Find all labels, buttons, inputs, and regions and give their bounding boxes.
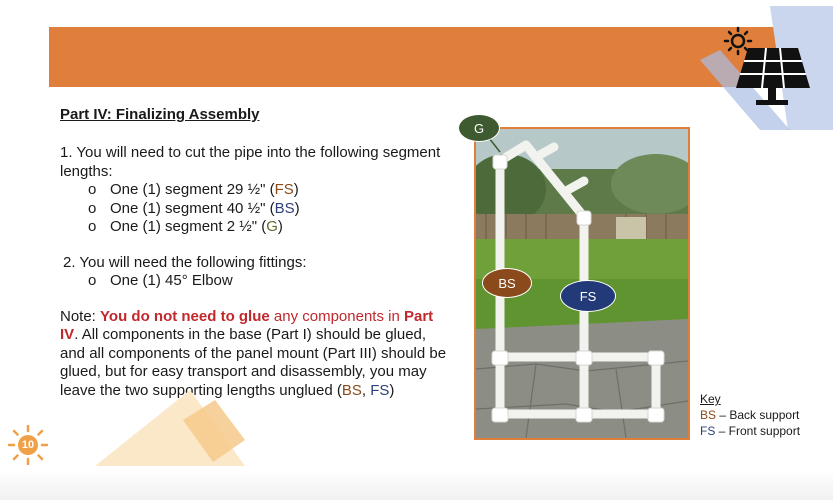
decorative-triangles — [95, 380, 255, 470]
key-title: Key — [700, 392, 721, 406]
step1-item: o One (1) segment 29 ½" (FS) — [88, 181, 299, 198]
page-title: Part IV: Finalizing Assembly — [60, 106, 260, 123]
note-paragraph: Note: You do not need to glue any components in Part IV. All components in the base (Part I) should be glued, and all components of the panel mount (Part III) should be glued, but for easy transport and disassembly, you may leave the two supporting lengths unglued (BS, FS) — [60, 307, 447, 399]
step2-lead: 2. You will need the following fittings: — [63, 253, 307, 271]
step2-item: o One (1) 45° Elbow — [88, 272, 233, 289]
legend-key — [700, 391, 800, 439]
photo-label-bs: BS — [482, 268, 532, 298]
step1-item: o One (1) segment 2 ½" (G) — [88, 218, 283, 235]
photo-label-g: G — [458, 114, 500, 142]
bottom-edge — [0, 470, 833, 500]
page-number: 10 — [21, 439, 35, 451]
photo-label-fs: FS — [560, 280, 616, 312]
step1-item: o One (1) segment 40 ½" (BS) — [88, 199, 300, 217]
step1-lead: 1. You will need to cut the pipe into the following segment lengths: — [60, 144, 441, 180]
key-row-bs: BS – Back support — [700, 408, 800, 422]
key-row-fs: FS – Front support — [700, 424, 801, 438]
